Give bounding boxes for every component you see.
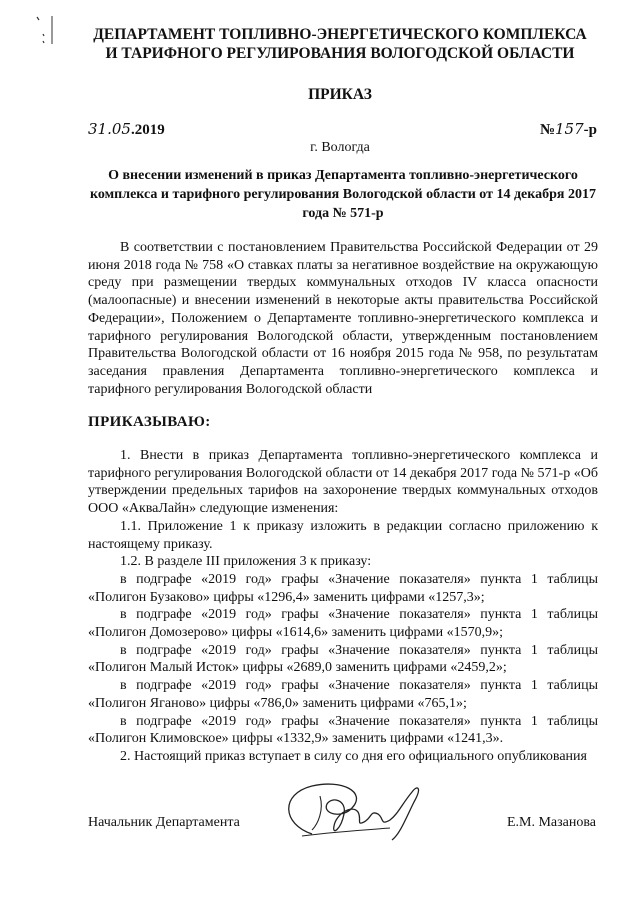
handwritten-signature <box>272 774 442 852</box>
number-handwritten: 157 <box>555 120 584 138</box>
document-date <box>88 120 165 139</box>
order-item: в подграфе «2019 год» графы «Значение показателя» пункта 1 таблицы «Полигон Климовское» цифры «1332,9» заменить цифрами «1241,3». <box>88 713 598 747</box>
binding-mark-icon <box>34 14 58 48</box>
order-item: 1.1. Приложение 1 к приказу изложить в редакции согласно приложению к настоящему приказу. <box>88 518 598 552</box>
order-items <box>88 447 598 766</box>
department-line-1: ДЕПАРТАМЕНТ ТОПЛИВНО-ЭНЕРГЕТИЧЕСКОГО КОМПЛЕКСА <box>93 26 587 43</box>
order-item: в подграфе «2019 год» графы «Значение показателя» пункта 1 таблицы «Полигон Домозерово» цифры «1614,6» заменить цифрами «1570,9»; <box>88 607 598 641</box>
signatory-name: Е.М. Мазанова <box>506 815 596 830</box>
number-suffix: -р <box>583 122 597 138</box>
city: г. Вологда <box>310 140 370 155</box>
order-directive: ПРИКАЗЫВАЮ: <box>88 414 211 430</box>
department-line-2: И ТАРИФНОГО РЕГУЛИРОВАНИЯ ВОЛОГОДСКОЙ ОБЛАСТИ <box>105 45 575 62</box>
subject-title: О внесении изменений в приказ Департамента топливно-энергетического комплекса и тарифного регулирования Вологодской области от 14 декабря 2017 года № 571-р <box>90 168 596 221</box>
preamble-paragraph: В соответствии с постановлением Правительства Российской Федерации от 29 июня 2018 года № 758 «О ставках платы за негативное воздействие на окружающую среду при размещении твердых коммунальных отходов IV класса опасности (малоопасные) и внесении изменений в некоторые акты правительства Российской Федерации», Положением о Департаменте топливно-энергетического комплекса и тарифного регулирования Вологодской области, утвержденным постановлением Правительства Вологодской области от 16 ноября 2015 года № 958, по результатам заседания правления Департамента топливно-энергетического комплекса и тарифного регулирования Вологодской области <box>88 240 598 397</box>
document-number <box>540 120 597 139</box>
order-item: 1.2. В разделе III приложения 3 к приказу: <box>120 554 372 570</box>
order-item: 1. Внести в приказ Департамента топливно-энергетического комплекса и тарифного регулирования Вологодской области от 14 декабря 2017 года № 571-р «Об утверждении предельных тарифов на захоронение твердых коммунальных отходов ООО «АкваЛайн» следующие изменения: <box>88 448 598 517</box>
order-item: 2. Настоящий приказ вступает в силу со дня его официального опубликования <box>120 748 587 764</box>
order-item: в подграфе «2019 год» графы «Значение показателя» пункта 1 таблицы «Полигон Бузаково» цифры «1296,4» заменить цифрами «1257,3»; <box>88 571 598 605</box>
order-item: в подграфе «2019 год» графы «Значение показателя» пункта 1 таблицы «Полигон Яганово» цифры «786,0» заменить цифрами «765,1»; <box>88 678 598 711</box>
signatory-position: Начальник Департамента <box>88 815 240 830</box>
date-handwritten: 31.05 <box>88 120 131 138</box>
order-item: в подграфе «2019 год» графы «Значение показателя» пункта 1 таблицы «Полигон Малый Исток» цифры «2689,0 заменить цифрами «2459,2»; <box>88 642 598 676</box>
department-header <box>60 25 620 63</box>
date-year: .2019 <box>130 122 165 138</box>
document-type: ПРИКАЗ <box>308 86 372 103</box>
number-prefix: № <box>539 122 556 138</box>
